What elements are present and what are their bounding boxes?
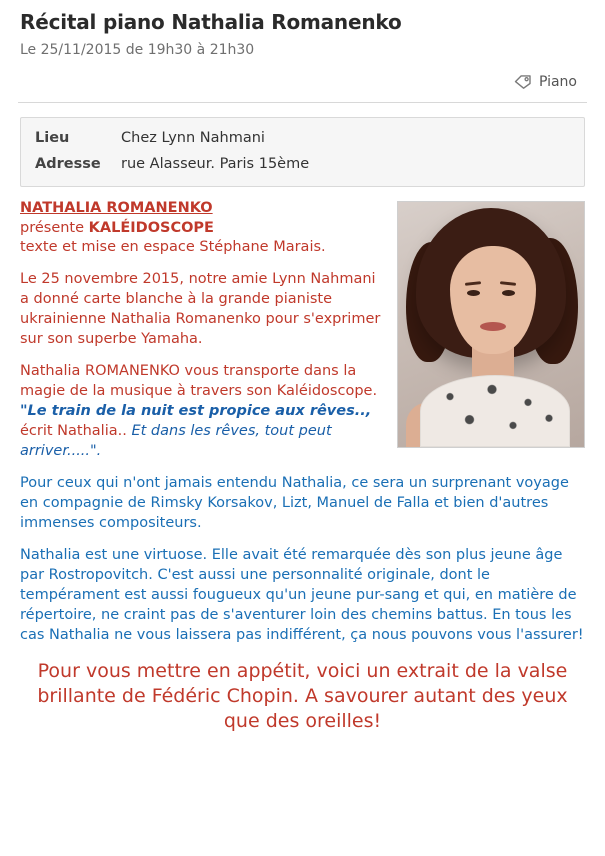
info-row-lieu (35, 130, 570, 146)
tag-icon (514, 74, 532, 90)
event-description (20, 199, 585, 734)
paragraph-2-mid: écrit Nathalia.. (20, 422, 132, 439)
event-date: Le 25/11/2015 de 19h30 à 21h30 (20, 42, 255, 58)
artist-name-link[interactable]: NATHALIA ROMANENKO (20, 200, 213, 216)
paragraph-4: Nathalia est une virtuose. Elle avait été remarquée dès son plus jeune âge par Rostropovitch. C'est aussi une personnalité originale, dont le tempérament est aussi fougueux qu'un jeune pur-sang et qui, en matière de répertoire, ne craint pas de s'aventurer loin des chemins battus. En tous les cas Nathalia ne vous laissera pas indifférent, ça nous pouvons vous l'assurer! (20, 546, 584, 643)
artist-photo (397, 201, 585, 448)
info-value-adresse: rue Alasseur. Paris 15ème (121, 156, 310, 172)
info-row-adresse (35, 156, 570, 172)
show-title: KALÉIDOSCOPE (88, 219, 214, 236)
info-label-lieu: Lieu (35, 130, 70, 146)
credits-text: texte et mise en espace Stéphane Marais. (20, 239, 326, 256)
info-label-adresse: Adresse (35, 156, 101, 172)
paragraph-1: Le 25 novembre 2015, notre amie Lynn Nahmani a donné carte blanche à la grande pianiste ukrainienne Nathalia Romanenko pour s'exprimer sur son superbe Yamaha. (20, 270, 381, 347)
info-value-lieu: Chez Lynn Nahmani (121, 130, 265, 146)
presente-text: présente (20, 219, 89, 236)
paragraph-2-quote2: Et dans les rêves, tout peut arriver.....". (20, 422, 332, 459)
venue-info-box (20, 117, 585, 187)
paragraph-2-quote1: "Le train de la nuit est propice aux rêves.., (20, 402, 372, 419)
event-page (0, 10, 605, 856)
page-title: Récital piano Nathalia Romanenko (20, 10, 402, 34)
tag-label[interactable]: Piano (538, 74, 577, 90)
paragraph-2-part1: Nathalia ROMANENKO vous transporte dans la magie de la musique à travers son Kaléidoscope. (20, 362, 378, 399)
divider (18, 102, 587, 103)
closing-message: Pour vous mettre en appétit, voici un extrait de la valse brillante de Fédéric Chopin. A savourer autant des yeux que des oreilles! (37, 659, 568, 732)
paragraph-3: Pour ceux qui n'ont jamais entendu Nathalia, ce sera un surprenant voyage en compagnie de Rimsky Korsakov, Lizt, Manuel de Falla et bien d'autres immenses compositeurs. (20, 474, 569, 531)
tag-row (14, 74, 577, 90)
